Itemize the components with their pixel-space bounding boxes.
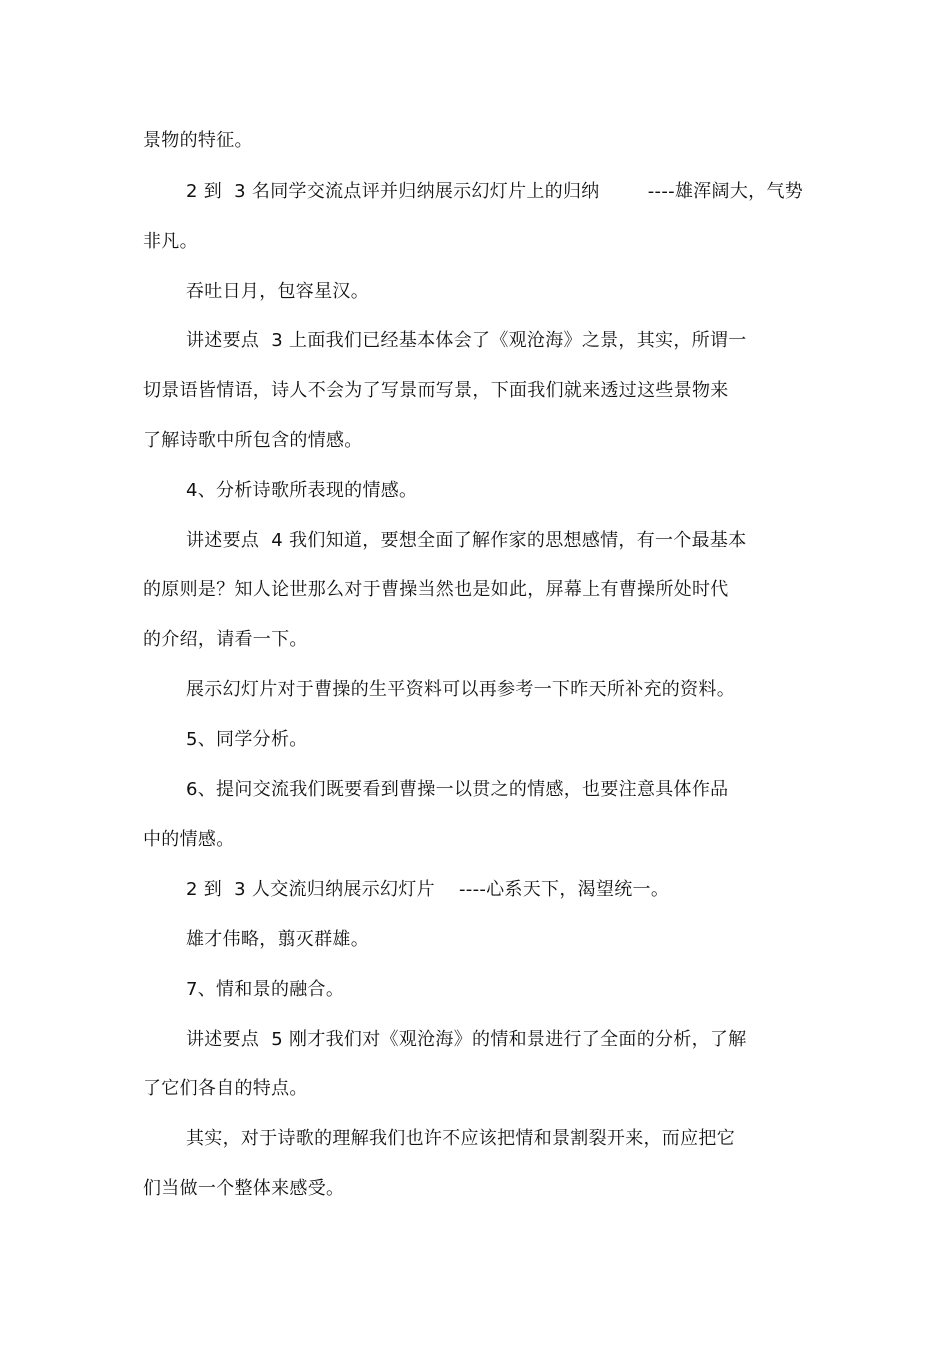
text-line: 们当做一个整体来感受。 [143,1178,345,1199]
text-line: 的介绍，请看一下。 [143,629,308,650]
text-line: 4、分析诗歌所表现的情感。 [186,480,418,501]
text-line: 讲述要点 5 刚才我们对《观沧海》的情和景进行了全面的分析，了解 [186,1029,747,1050]
text-line: 讲述要点 4 我们知道，要想全面了解作家的思想感情，有一个最基本 [186,530,747,551]
text-line: 2 到 3 人交流归纳展示幻灯片 ----心系天下，渴望统一。 [186,879,670,900]
text-line: 雄才伟略，翦灭群雄。 [186,929,369,950]
text-line: 了解诗歌中所包含的情感。 [143,430,363,451]
text-line: 非凡。 [143,231,198,252]
text-line: 其实，对于诗歌的理解我们也许不应该把情和景割裂开来，而应把它 [186,1128,735,1149]
text-line: 6、提问交流我们既要看到曹操一以贯之的情感，也要注意具体作品 [186,779,729,800]
text-line: 了它们各自的特点。 [143,1078,308,1099]
text-line: 7、情和景的融合。 [186,979,345,1000]
text-line: 讲述要点 3 上面我们已经基本体会了《观沧海》之景，其实，所谓一 [186,330,747,351]
text-line: 景物的特征。 [143,130,253,151]
text-line: 的原则是？知人论世那么对于曹操当然也是如此，屏幕上有曹操所处时代 [143,579,729,600]
text-line: 5、同学分析。 [186,729,308,750]
text-line: 切景语皆情语，诗人不会为了写景而写景，下面我们就来透过这些景物来 [143,380,729,401]
text-line: 吞吐日月，包容星汉。 [186,281,369,302]
text-line: 展示幻灯片对于曹操的生平资料可以再参考一下昨天所补充的资料。 [186,679,735,700]
text-line: 2 到 3 名同学交流点评并归纳展示幻灯片上的归纳 ----雄浑阔大，气势 [186,181,804,202]
text-line: 中的情感。 [143,829,235,850]
